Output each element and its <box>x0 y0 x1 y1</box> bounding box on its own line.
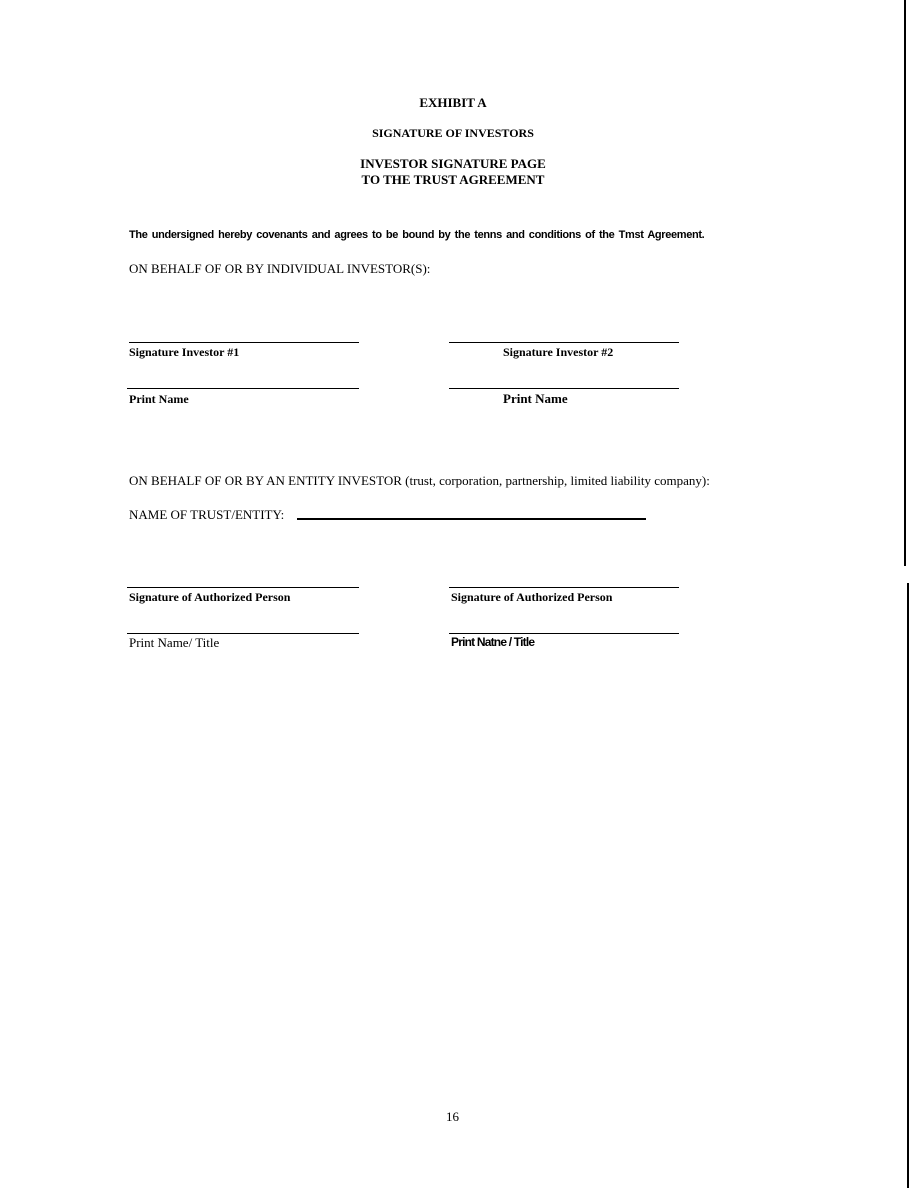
entity-section-heading: ON BEHALF OF OR BY AN ENTITY INVESTOR (trust, corporation, partnership, limited liability company): <box>129 473 710 488</box>
signature-line-investor-1[interactable] <box>129 342 359 343</box>
print-name-title-1-label: Print Name/ Title <box>129 635 220 650</box>
print-name-line-1[interactable] <box>127 388 359 389</box>
auth-signature-2-label: Signature of Authorized Person <box>451 590 613 604</box>
print-name-2-label: Print Name <box>503 391 568 406</box>
page-title-line-2: TO THE TRUST AGREEMENT <box>361 172 545 187</box>
page-title-line-1: INVESTOR SIGNATURE PAGE <box>360 156 546 171</box>
auth-signature-line-2[interactable] <box>449 587 679 588</box>
covenant-paragraph: The undersigned hereby covenants and agrees to be bound by the tenns and conditions of the Tmst Agreement. <box>129 229 705 241</box>
exhibit-heading: EXHIBIT A <box>419 95 487 110</box>
print-name-title-line-2[interactable] <box>449 633 679 634</box>
document-subtitle: SIGNATURE OF INVESTORS <box>372 126 534 140</box>
print-name-title-2-label: Print Natne / Title <box>451 635 535 649</box>
page-number: 16 <box>446 1109 459 1124</box>
entity-name-label: NAME OF TRUST/ENTITY: <box>129 507 285 522</box>
auth-signature-line-1[interactable] <box>127 587 359 588</box>
individual-section-heading: ON BEHALF OF OR BY INDIVIDUAL INVESTOR(S): <box>129 261 431 276</box>
entity-name-field[interactable] <box>297 518 646 520</box>
signature-line-investor-2[interactable] <box>449 342 679 343</box>
print-name-1-label: Print Name <box>129 392 189 406</box>
signature-investor-2-label: Signature Investor #2 <box>503 345 614 359</box>
scan-edge-rule-lower <box>907 583 909 1188</box>
signature-investor-1-label: Signature Investor #1 <box>129 345 240 359</box>
print-name-title-line-1[interactable] <box>127 633 359 634</box>
print-name-line-2[interactable] <box>449 388 679 389</box>
scan-edge-rule-upper <box>904 0 906 566</box>
auth-signature-1-label: Signature of Authorized Person <box>129 590 291 604</box>
page-title <box>0 156 906 188</box>
